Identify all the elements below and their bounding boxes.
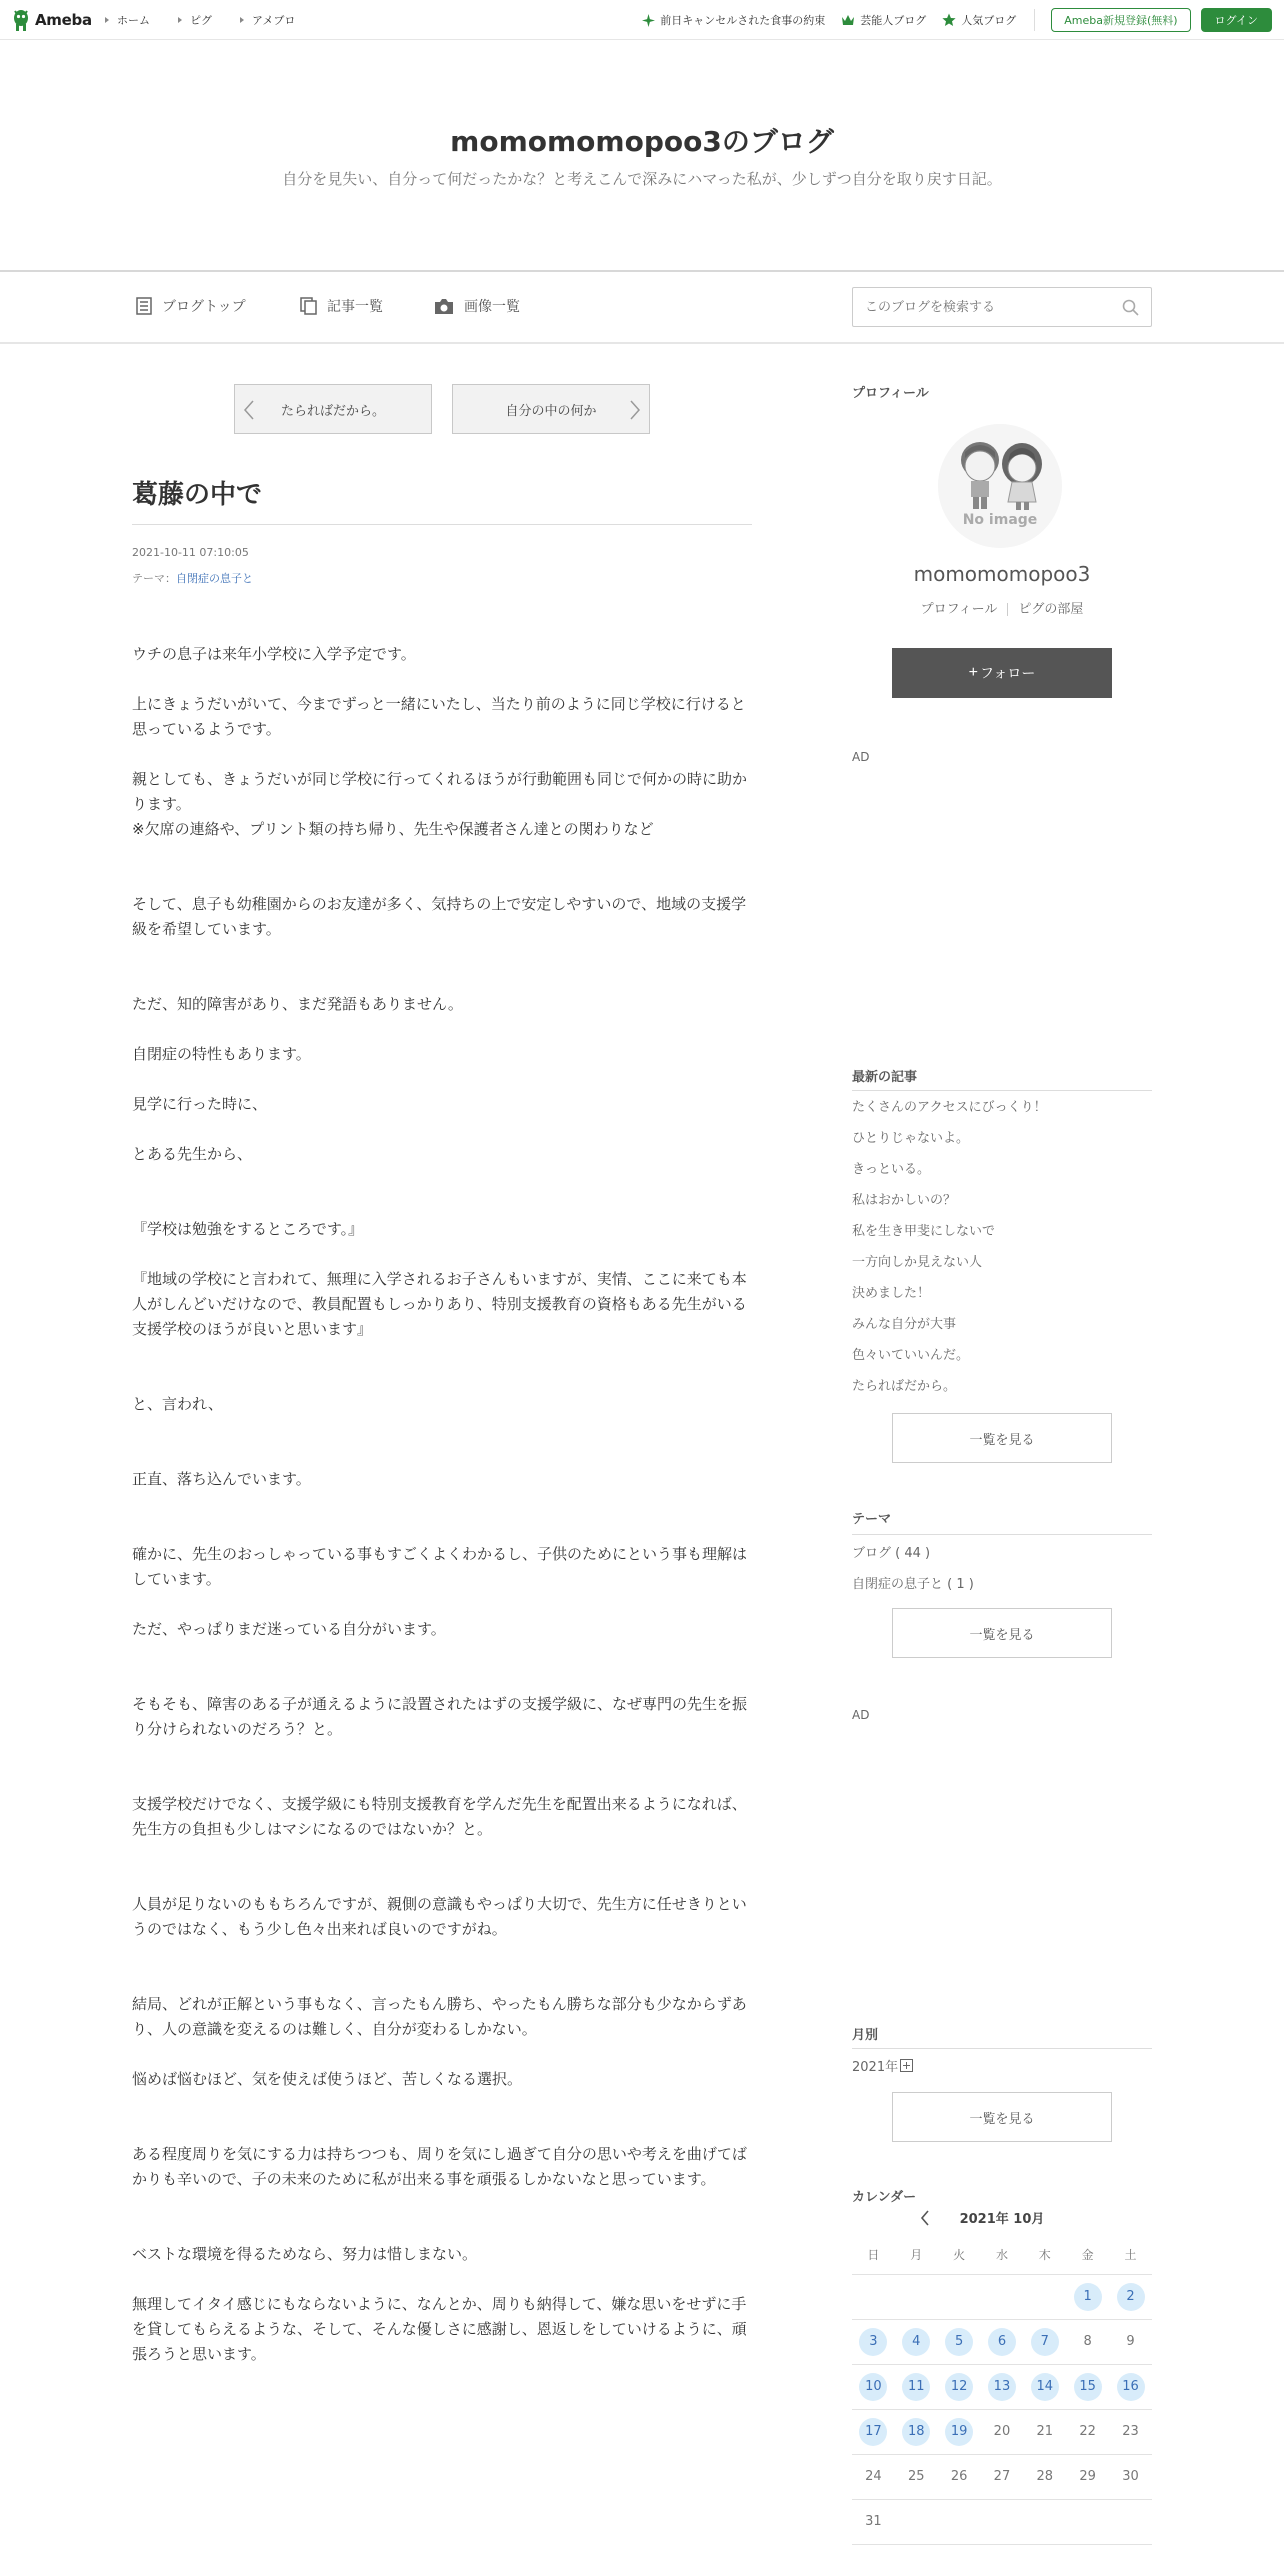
calendar-cell xyxy=(1023,2499,1066,2544)
calendar-week xyxy=(852,2364,1152,2409)
article-paragraph: 悩めば悩むほど、気を使えば使うほど、苦しくなる選択。 xyxy=(132,2070,523,2088)
chevron-left-icon xyxy=(243,400,255,420)
archive-heading: 月別 xyxy=(852,2028,879,2043)
logo-text: Ameba xyxy=(35,11,92,29)
divider xyxy=(1007,603,1008,616)
right-nav xyxy=(642,0,1272,40)
calendar-cell xyxy=(1066,2274,1109,2319)
calendar-cell xyxy=(1109,2454,1152,2499)
calendar-cell xyxy=(938,2364,981,2409)
calendar-cell xyxy=(981,2364,1024,2409)
calendar-month: 2021年 10月 xyxy=(959,2212,1045,2227)
calendar-cell xyxy=(938,2409,981,2454)
no-image-avatar-icon xyxy=(938,424,1062,548)
prev-entry-button[interactable] xyxy=(234,384,432,434)
calendar-cell xyxy=(852,2499,895,2544)
archive-more-button[interactable]: 一覧を見る xyxy=(892,2092,1112,2142)
recent-item[interactable]: きっといる。 xyxy=(852,1162,931,1177)
article-paragraph: ある程度周りを気にする力は持ちつつも、周りを気にし過ぎて自分の思いや考えを曲げてばかりも辛いので、子の未来のために私が出来る事を頑張るしかないなと思っています。 xyxy=(132,2145,747,2188)
search-icon[interactable] xyxy=(1122,299,1139,316)
calendar-cell xyxy=(981,2274,1024,2319)
calendar-cell xyxy=(981,2499,1024,2544)
calendar-cell xyxy=(895,2409,938,2454)
article-paragraph: 人員が足りないのももちろんですが、親側の意識もやっぱり大切で、先生方に任せきりというのではなく、もう少し色々出来れば良いのですがね。 xyxy=(132,1895,747,1938)
calendar-cell xyxy=(1023,2409,1066,2454)
calendar-day-with-post[interactable]: 7 xyxy=(1031,2328,1059,2356)
calendar-week xyxy=(852,2454,1152,2499)
calendar-cell xyxy=(981,2409,1024,2454)
celebrity-blog-label: 芸能人ブログ xyxy=(860,14,927,27)
calendar-cell xyxy=(852,2364,895,2409)
calendar-day-with-post[interactable]: 16 xyxy=(1117,2373,1145,2401)
calendar-cell xyxy=(981,2319,1024,2364)
profile-name[interactable]: momomomopoo3 xyxy=(913,562,1091,586)
calendar-heading: カレンダー xyxy=(852,2190,917,2205)
article-paragraph: と、言われ、 xyxy=(132,1395,223,1413)
calendar-day-with-post[interactable]: 6 xyxy=(988,2328,1016,2356)
plus-icon: + xyxy=(968,664,979,681)
theme-more-button[interactable]: 一覧を見る xyxy=(892,1608,1112,1658)
blog-search-input[interactable] xyxy=(853,288,1113,326)
login-button[interactable]: ログイン xyxy=(1201,8,1272,32)
calendar-week xyxy=(852,2319,1152,2364)
star-icon xyxy=(942,13,956,27)
calendar-cell xyxy=(852,2409,895,2454)
calendar-day-with-post[interactable]: 4 xyxy=(902,2328,930,2356)
theme-item[interactable]: ブログ ( 44 ) xyxy=(852,1546,931,1561)
calendar-day-with-post[interactable]: 12 xyxy=(945,2373,973,2401)
calendar-cell xyxy=(895,2364,938,2409)
weekday: 火 xyxy=(938,2236,981,2274)
calendar-day-with-post[interactable]: 1 xyxy=(1074,2283,1102,2311)
theme-item[interactable]: 自閉症の息子と ( 1 ) xyxy=(852,1577,974,1592)
article-date: 2021-10-11 07:10:05 xyxy=(132,546,249,559)
blog-description: 自分を見失い、自分って何だったかな？と考えこんで深みにハマった私が、少しずつ自分を取り戻す日記。 xyxy=(282,170,1002,188)
image-list-label: 画像一覧 xyxy=(464,299,520,315)
archive-year-label: 2021年 xyxy=(852,2060,899,2075)
calendar-cell xyxy=(1109,2274,1152,2319)
calendar-week xyxy=(852,2274,1152,2319)
gnav-ameblo[interactable] xyxy=(240,12,295,28)
article-paragraph: ウチの息子は来年小学校に入学予定です。 xyxy=(132,645,416,663)
archive-year[interactable] xyxy=(852,2056,913,2075)
calendar-cell xyxy=(852,2274,895,2319)
calendar-day: 22 xyxy=(1079,2423,1096,2439)
article-paragraph: 親としても、きょうだいが同じ学校に行ってくれるほうが行動範囲も同じで何かの時に助かります。 xyxy=(132,770,748,813)
calendar-day-with-post[interactable]: 13 xyxy=(988,2373,1016,2401)
weekday: 水 xyxy=(981,2236,1024,2274)
copy-icon xyxy=(300,297,317,315)
calendar-day-with-post[interactable]: 18 xyxy=(902,2418,930,2446)
article-paragraph: ベストな環境を得るためなら、努力は惜しまない。 xyxy=(132,2245,478,2263)
calendar-day: 20 xyxy=(993,2423,1011,2439)
calendar-cell xyxy=(1109,2499,1152,2544)
calendar-body xyxy=(852,2274,1152,2544)
blog-top-link[interactable] xyxy=(136,296,246,316)
ad-label: AD xyxy=(852,1708,870,1722)
article-paragraph: 無理してイタイ感じにもならないように、なんとか、周りも納得して、嫌な思いをせずに手を貸してもらえるような、そして、そんな優しさに感謝し、恩返しをしていけるように、頑張ろうと思います。 xyxy=(132,2295,747,2363)
weekday: 木 xyxy=(1023,2236,1066,2274)
recent-item[interactable]: ひとりじゃないよ。 xyxy=(852,1131,970,1146)
article-paragraph: 正直、落ち込んでいます。 xyxy=(132,1470,311,1488)
calendar-day: 31 xyxy=(865,2513,882,2529)
blog-title[interactable]: momomomopoo3のブログ xyxy=(450,125,834,158)
article-paragraph: ※欠席の連絡や、プリント類の持ち帰り、先生や保護者さん達との関わりなど xyxy=(132,820,654,838)
recent-item[interactable]: 私はおかしいの？ xyxy=(852,1193,957,1208)
next-entry-button[interactable] xyxy=(452,384,650,434)
article-paragraph: とある先生から、 xyxy=(132,1145,253,1163)
calendar-cell xyxy=(938,2319,981,2364)
calendar-cell xyxy=(1023,2274,1066,2319)
avatar[interactable] xyxy=(938,424,1062,548)
calendar-cell xyxy=(1066,2409,1109,2454)
calendar-cell xyxy=(1023,2454,1066,2499)
calendar-day: 8 xyxy=(1083,2333,1092,2349)
recent-item[interactable]: 色々いていいんだ。 xyxy=(852,1348,970,1363)
article-paragraph: 自閉症の特性もあります。 xyxy=(132,1045,311,1063)
triangle-icon xyxy=(240,17,244,23)
calendar-day: 23 xyxy=(1122,2423,1139,2439)
article-paragraph: 『地域の学校にと言われて、無理に入学されるお子さんもいますが、実情、ここに来ても本人がしんどいだけなので、教員配置もしっかりあり、特別支援教育の資格もある先生がいる支援学校のほうが良いと思います』 xyxy=(132,1270,747,1338)
calendar-week xyxy=(852,2499,1152,2544)
article-paragraph: そもそも、障害のある子が通えるように設置されたはずの支援学級に、なぜ専門の先生を振り分けられないのだろう？と。 xyxy=(132,1695,748,1738)
register-button[interactable]: Ameba新規登録(無料) xyxy=(1051,8,1190,32)
article-paragraph: 結局、どれが正解という事もなく、言ったもん勝ち、やったもん勝ちな部分も少なからずあり、人の意識を変えるのは難しく、自分が変わるしかない。 xyxy=(132,1995,747,2038)
calendar xyxy=(852,2236,1152,2545)
blog-header xyxy=(0,40,1284,270)
divider xyxy=(1034,9,1035,31)
recent-item[interactable]: みんな自分が大事 xyxy=(852,1317,957,1332)
recent-item[interactable]: たらればだから。 xyxy=(852,1379,957,1394)
calendar-day: 26 xyxy=(950,2468,968,2484)
divider xyxy=(852,1090,1152,1091)
global-header xyxy=(0,0,1284,40)
calendar-day: 27 xyxy=(993,2468,1011,2484)
calendar-day: 28 xyxy=(1036,2468,1054,2484)
calendar-cell xyxy=(1023,2319,1066,2364)
calendar-cell xyxy=(938,2274,981,2319)
article-title[interactable]: 葛藤の中で xyxy=(132,480,263,510)
recent-item[interactable]: 私を生き甲斐にしないで xyxy=(852,1224,996,1239)
article-paragraph: ただ、知的障害があり、まだ発語もありません。 xyxy=(132,995,463,1013)
follow-button[interactable] xyxy=(892,648,1112,698)
calendar-cell xyxy=(1109,2319,1152,2364)
article-paragraph: 上にきょうだいがいて、今までずっと一緒にいたし、当たり前のように同じ学校に行けると思っているようです。 xyxy=(132,695,746,738)
calendar-day: 25 xyxy=(907,2468,925,2484)
triangle-icon xyxy=(105,17,109,23)
calendar-cell xyxy=(895,2319,938,2364)
weekday: 金 xyxy=(1066,2236,1109,2274)
article-paragraph: 確かに、先生のおっしゃっている事もすごくよくわかるし、子供のためにという事も理解はしています。 xyxy=(132,1545,748,1588)
calendar-cell xyxy=(852,2454,895,2499)
follow-label: フォロー xyxy=(980,665,1036,681)
recent-item[interactable]: たくさんのアクセスにびっくり！ xyxy=(852,1100,1047,1115)
recent-more-button[interactable]: 一覧を見る xyxy=(892,1413,1112,1463)
profile-heading: プロフィール xyxy=(852,386,929,401)
calendar-day: 9 xyxy=(1126,2333,1135,2349)
profile-link[interactable]: プロフィール xyxy=(920,602,998,617)
gnav-home[interactable] xyxy=(105,12,150,28)
divider xyxy=(852,1534,1152,1535)
calendar-day-with-post[interactable]: 5 xyxy=(945,2328,973,2356)
calendar-cell xyxy=(981,2454,1024,2499)
weekday: 日 xyxy=(852,2236,895,2274)
article-theme xyxy=(132,570,253,586)
celebrity-blog-link[interactable] xyxy=(841,12,926,28)
gnav-pig-label: ピグ xyxy=(190,14,212,27)
calendar-day-with-post[interactable]: 2 xyxy=(1117,2283,1145,2311)
article-paragraph: 見学に行った時に、 xyxy=(132,1095,268,1113)
calendar-day-with-post[interactable]: 15 xyxy=(1074,2373,1102,2401)
entry-list-link[interactable] xyxy=(300,296,383,316)
ad-label: AD xyxy=(852,750,870,764)
chevron-right-icon xyxy=(629,400,641,420)
calendar-cell xyxy=(1023,2364,1066,2409)
popular-blog-label: 人気ブログ xyxy=(961,14,1017,27)
calendar-cell xyxy=(938,2499,981,2544)
gnav-pig[interactable] xyxy=(178,12,212,28)
document-icon xyxy=(136,297,152,315)
avatar-no-image-text: No image xyxy=(962,512,1038,528)
ameba-logo[interactable] xyxy=(12,7,92,33)
article-paragraph: ただ、やっぱりまだ迷っている自分がいます。 xyxy=(132,1620,446,1638)
calendar-week xyxy=(852,2409,1152,2454)
sparkle-icon xyxy=(642,14,655,27)
recent-item[interactable]: 一方向しか見えない人 xyxy=(852,1255,983,1270)
calendar-day-with-post[interactable]: 11 xyxy=(902,2373,930,2401)
gnav-home-label: ホーム xyxy=(117,14,150,27)
article-paragraph: 支援学校だけでなく、支援学級にも特別支援教育を学んだ先生を配置出来るようになれば、先生方の負担も少しはマシになるのではないか？と。 xyxy=(132,1795,747,1838)
trend-link-label: 前日キャンセルされた食事の約束 xyxy=(660,14,826,27)
calendar-cell xyxy=(852,2319,895,2364)
calendar-cell xyxy=(895,2274,938,2319)
next-entry-label: 自分の中の何か xyxy=(505,403,597,419)
calendar-day: 21 xyxy=(1036,2423,1054,2439)
blog-top-label: ブログトップ xyxy=(162,299,246,315)
crown-icon xyxy=(841,14,855,26)
calendar-cell xyxy=(1109,2364,1152,2409)
image-list-link[interactable] xyxy=(434,296,520,316)
calendar-cell xyxy=(1066,2319,1109,2364)
calendar-day: 24 xyxy=(865,2468,882,2484)
popular-blog-link[interactable] xyxy=(942,12,1016,28)
gnav-ameblo-label: アメブロ xyxy=(252,14,296,27)
blog-nav xyxy=(0,270,1284,344)
recent-list xyxy=(852,1096,1152,1406)
weekday: 月 xyxy=(895,2236,938,2274)
calendar-day-with-post[interactable]: 3 xyxy=(859,2328,887,2356)
calendar-day: 29 xyxy=(1079,2468,1096,2484)
theme-link[interactable]: 自閉症の息子と xyxy=(176,572,253,585)
calendar-cell xyxy=(1066,2454,1109,2499)
article-paragraph: そして、息子も幼稚園からのお友達が多く、気持ちの上で安定しやすいので、地域の支援学級を希望しています。 xyxy=(132,895,747,938)
calendar-cell xyxy=(895,2454,938,2499)
calendar-cell xyxy=(1109,2409,1152,2454)
theme-prefix: テーマ： xyxy=(132,572,176,585)
entry-list-label: 記事一覧 xyxy=(327,299,383,315)
calendar-day: 30 xyxy=(1122,2468,1139,2484)
triangle-icon xyxy=(178,17,182,23)
profile-links xyxy=(852,598,1152,617)
calendar-weekdays xyxy=(852,2236,1152,2274)
recent-heading: 最新の記事 xyxy=(852,1070,918,1085)
divider xyxy=(852,2048,1152,2049)
camera-icon xyxy=(434,298,454,315)
calendar-cell xyxy=(895,2499,938,2544)
calendar-day-with-post[interactable]: 14 xyxy=(1031,2373,1059,2401)
title-divider xyxy=(132,524,752,525)
global-nav xyxy=(105,0,323,40)
calendar-day-with-post[interactable]: 19 xyxy=(945,2418,973,2446)
trend-link[interactable] xyxy=(642,12,825,28)
calendar-day-with-post[interactable]: 17 xyxy=(859,2418,887,2446)
blog-search xyxy=(852,287,1152,327)
calendar-cell xyxy=(938,2454,981,2499)
calendar-cell xyxy=(1066,2499,1109,2544)
recent-item[interactable]: 決めました！ xyxy=(852,1286,931,1301)
expand-icon[interactable] xyxy=(900,2059,913,2072)
article-paragraph: 『学校は勉強をするところです。』 xyxy=(132,1220,364,1238)
weekday: 土 xyxy=(1109,2236,1152,2274)
prev-entry-label: たらればだから。 xyxy=(280,403,385,419)
ameba-logo-icon xyxy=(12,8,30,32)
calendar-cell xyxy=(1066,2364,1109,2409)
theme-heading: テーマ xyxy=(852,1512,892,1527)
pig-room-link[interactable]: ピグの部屋 xyxy=(1018,602,1084,617)
calendar-day-with-post[interactable]: 10 xyxy=(859,2373,887,2401)
